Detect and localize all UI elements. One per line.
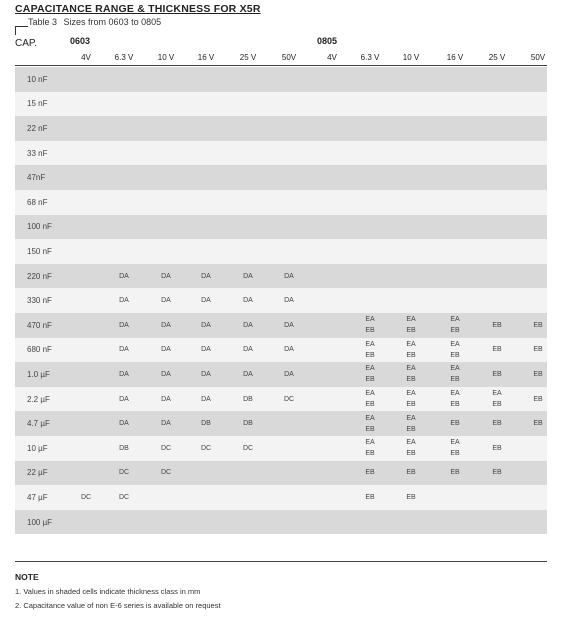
table-cell [104, 288, 144, 313]
row-cap-label: 47 µF [27, 492, 48, 502]
table-cell [518, 411, 558, 436]
table-cell [186, 411, 226, 436]
thickness-code: EB [492, 469, 502, 477]
thickness-code: EB [533, 420, 543, 428]
table-cell [186, 288, 226, 313]
table-cell [146, 461, 186, 486]
row-cap-label: 68 nF [27, 197, 48, 207]
thickness-code: EA [406, 414, 416, 422]
table-cell [186, 387, 226, 412]
table-cell [477, 436, 517, 461]
table-cell [350, 436, 390, 461]
thickness-code: DA [201, 321, 211, 329]
thickness-code: EB [492, 321, 502, 329]
row-cap-label: 220 nF [27, 271, 52, 281]
row-cap-label: 33 nF [27, 148, 48, 158]
thickness-code: DA [119, 321, 129, 329]
row-cap-label: 15 nF [27, 99, 48, 109]
note-line-1: 1. Values in shaded cells indicate thickness class in mm [15, 587, 201, 596]
table-cell [228, 288, 268, 313]
table-cell [228, 362, 268, 387]
thickness-code: DA [201, 370, 211, 378]
thickness-code: DC [200, 444, 212, 452]
table-cell [104, 461, 144, 486]
table-row [15, 190, 547, 215]
table-cell [269, 338, 309, 363]
table-row [15, 461, 547, 486]
table-cell [228, 264, 268, 289]
thickness-code: EB [365, 425, 375, 433]
thickness-code: DA [201, 395, 211, 403]
thickness-code: DC [118, 469, 130, 477]
thickness-code: DA [284, 370, 294, 378]
thickness-code: EB [406, 351, 416, 359]
thickness-code: EA [492, 390, 502, 398]
thickness-code: DA [243, 272, 253, 280]
thickness-code: DA [284, 321, 294, 329]
thickness-code: EA [450, 316, 460, 324]
row-cap-label: 680 nF [27, 345, 52, 355]
table-cell [477, 387, 517, 412]
thickness-code: DA [119, 395, 129, 403]
row-cap-label: 1.0 µF [27, 369, 50, 379]
thickness-code: EB [450, 469, 460, 477]
table-subtitle [15, 17, 161, 27]
thickness-code: DA [201, 346, 211, 354]
note-line-2: 2. Capacitance value of non E-6 series is available on request [15, 601, 221, 610]
row-cap-label: 4.7 µF [27, 419, 50, 429]
thickness-code: DC [80, 493, 92, 501]
thickness-code: EB [406, 469, 416, 477]
table-cell [435, 338, 475, 363]
table-bottom-divider [15, 561, 547, 562]
thickness-code: EB [365, 351, 375, 359]
thickness-code: EA [365, 414, 375, 422]
thickness-code: EB [365, 469, 375, 477]
table-cell [186, 436, 226, 461]
table-row [15, 239, 547, 264]
thickness-code: DA [201, 272, 211, 280]
voltage-header-0603-1: 6.3 V [114, 53, 134, 62]
voltage-header-0805-4: 25 V [488, 53, 506, 62]
table-cell [477, 313, 517, 338]
thickness-code: EB [492, 401, 502, 409]
table-cell [186, 338, 226, 363]
table-row [15, 436, 547, 461]
table-cell [350, 485, 390, 510]
thickness-code: DA [161, 297, 171, 305]
table-cell [146, 288, 186, 313]
thickness-code: EB [365, 493, 375, 501]
thickness-code: DA [161, 420, 171, 428]
thickness-code: EB [492, 420, 502, 428]
table-row [15, 141, 547, 166]
row-cap-label: 10 nF [27, 74, 48, 84]
thickness-code: EB [450, 351, 460, 359]
thickness-code: DA [119, 297, 129, 305]
table-cell [391, 313, 431, 338]
row-cap-label: 47nF [27, 173, 46, 183]
table-bracket [15, 26, 28, 35]
thickness-code: EA [406, 340, 416, 348]
thickness-code: EB [406, 425, 416, 433]
row-cap-label: 100 nF [27, 222, 52, 232]
table-row [15, 387, 547, 412]
thickness-code: EA [365, 316, 375, 324]
thickness-code: EA [406, 365, 416, 373]
thickness-code: EB [492, 444, 502, 452]
voltage-header-0603-3: 16 V [197, 53, 215, 62]
table-cell [104, 387, 144, 412]
table-cell [435, 387, 475, 412]
table-row [15, 165, 547, 190]
thickness-code: DA [161, 272, 171, 280]
row-cap-label: 22 nF [27, 123, 48, 133]
thickness-code: EA [365, 340, 375, 348]
thickness-code: DC [283, 395, 295, 403]
thickness-code: EB [533, 395, 543, 403]
row-cap-label: 2.2 µF [27, 394, 50, 404]
thickness-code: DA [161, 395, 171, 403]
thickness-code: DA [161, 370, 171, 378]
thickness-code: EA [365, 365, 375, 373]
table-cell [435, 313, 475, 338]
voltage-header-0603-0: 4V [81, 53, 91, 62]
table-cell [350, 387, 390, 412]
voltage-header-0805-1: 6.3 V [360, 53, 380, 62]
table-cell [186, 264, 226, 289]
table-row [15, 510, 547, 535]
thickness-code: EB [450, 450, 460, 458]
thickness-code: DA [119, 370, 129, 378]
table-row [15, 92, 547, 117]
table-cell [391, 461, 431, 486]
thickness-code: EB [450, 327, 460, 335]
thickness-code: DA [243, 346, 253, 354]
table-cell [104, 362, 144, 387]
table-cell [391, 387, 431, 412]
thickness-code: DA [201, 297, 211, 305]
table-cell [518, 313, 558, 338]
voltage-header-0603-5: 50V [281, 53, 297, 62]
table-cell [477, 338, 517, 363]
table-cell [104, 411, 144, 436]
row-cap-label: 470 nF [27, 320, 52, 330]
note-title: NOTE [15, 572, 39, 582]
thickness-code: EB [533, 346, 543, 354]
group-header-0603: 0603 [70, 36, 91, 46]
table-label: Table 3 [28, 17, 58, 27]
table-row [15, 116, 547, 141]
thickness-code: EB [406, 450, 416, 458]
table-cell [350, 461, 390, 486]
thickness-code: EB [406, 327, 416, 335]
thickness-code: DA [284, 272, 294, 280]
table-cell [104, 485, 144, 510]
table-cell [228, 411, 268, 436]
table-cell [269, 288, 309, 313]
table-cell [228, 387, 268, 412]
table-row [15, 485, 547, 510]
table-cell [435, 411, 475, 436]
thickness-code: EA [365, 390, 375, 398]
table-cell [391, 485, 431, 510]
thickness-code: EA [450, 439, 460, 447]
thickness-code: EA [365, 439, 375, 447]
table-cell [269, 387, 309, 412]
thickness-code: EB [365, 450, 375, 458]
table-cell [146, 387, 186, 412]
thickness-code: EA [450, 340, 460, 348]
table-cell [391, 362, 431, 387]
thickness-code: DC [160, 469, 172, 477]
table-cell [186, 313, 226, 338]
table-cell [146, 411, 186, 436]
table-cell [146, 362, 186, 387]
thickness-code: DA [119, 420, 129, 428]
table-cell [269, 362, 309, 387]
thickness-code: EB [365, 401, 375, 409]
thickness-code: EB [406, 493, 416, 501]
table-cell [477, 411, 517, 436]
table-cell [104, 338, 144, 363]
table-cell [518, 338, 558, 363]
thickness-code: EA [406, 390, 416, 398]
thickness-code: EA [406, 439, 416, 447]
voltage-header-0805-3: 16 V [446, 53, 464, 62]
thickness-code: DA [161, 321, 171, 329]
table-cell [146, 436, 186, 461]
thickness-code: DA [119, 272, 129, 280]
row-cap-label: 330 nF [27, 296, 52, 306]
table-cell [391, 338, 431, 363]
voltage-header-0805-2: 10 V [402, 53, 420, 62]
thickness-code: DB [201, 420, 211, 428]
thickness-code: EB [365, 327, 375, 335]
thickness-code: DB [119, 444, 129, 452]
thickness-code: EB [450, 376, 460, 384]
table-cell [228, 338, 268, 363]
thickness-code: EB [492, 370, 502, 378]
thickness-code: EB [533, 321, 543, 329]
table-row [15, 411, 547, 436]
table-cell [391, 436, 431, 461]
row-cap-label: 100 µF [27, 517, 53, 527]
thickness-code: EA [450, 365, 460, 373]
table-cell [350, 411, 390, 436]
table-cell [104, 264, 144, 289]
table-cell [104, 313, 144, 338]
voltage-header-0603-4: 25 V [239, 53, 257, 62]
row-cap-label: 22 µF [27, 468, 48, 478]
thickness-code: EB [450, 420, 460, 428]
table-cell [146, 313, 186, 338]
voltage-header-0603-2: 10 V [157, 53, 175, 62]
table-cell [350, 362, 390, 387]
table-cell [435, 362, 475, 387]
table-row [15, 313, 547, 338]
table-cell [477, 362, 517, 387]
thickness-code: DA [284, 297, 294, 305]
table-cell [518, 387, 558, 412]
thickness-code: EB [450, 401, 460, 409]
table-cell [435, 436, 475, 461]
table-cell [350, 338, 390, 363]
table-cell [269, 264, 309, 289]
table-cell [391, 411, 431, 436]
thickness-code: EA [450, 390, 460, 398]
thickness-code: DA [284, 346, 294, 354]
table-cell [518, 362, 558, 387]
thickness-code: EB [406, 401, 416, 409]
table-cell [66, 485, 106, 510]
thickness-code: DA [161, 346, 171, 354]
thickness-code: DA [119, 346, 129, 354]
table-cell [435, 461, 475, 486]
thickness-code: EB [533, 370, 543, 378]
thickness-code: DB [243, 395, 253, 403]
table-row [15, 338, 547, 363]
thickness-code: DB [243, 420, 253, 428]
table-cell [146, 264, 186, 289]
thickness-code: DA [243, 297, 253, 305]
table-cell [228, 313, 268, 338]
table-cell [477, 461, 517, 486]
voltage-header-0805-5: 50V [530, 53, 546, 62]
thickness-code: EB [365, 376, 375, 384]
header-divider [15, 65, 547, 66]
table-row [15, 288, 547, 313]
table-cell [269, 313, 309, 338]
group-header-0805: 0805 [317, 36, 338, 46]
table-cell [186, 362, 226, 387]
table-title: CAPACITANCE RANGE & THICKNESS FOR X5R [15, 3, 261, 15]
table-row [15, 67, 547, 92]
thickness-code: EA [406, 316, 416, 324]
thickness-code: DC [160, 444, 172, 452]
cap-column-header: CAP. [15, 38, 38, 49]
thickness-code: EB [406, 376, 416, 384]
table-cell [104, 436, 144, 461]
row-cap-label: 150 nF [27, 246, 52, 256]
thickness-code: EB [492, 346, 502, 354]
table-row [15, 264, 547, 289]
table-cell [228, 436, 268, 461]
table-cell [146, 338, 186, 363]
row-cap-label: 10 µF [27, 443, 48, 453]
thickness-code: DA [243, 321, 253, 329]
table-description: Sizes from 0603 to 0805 [63, 17, 162, 27]
table-cell [350, 313, 390, 338]
table-row [15, 215, 547, 240]
thickness-code: DA [243, 370, 253, 378]
thickness-code: DC [242, 444, 254, 452]
table-row [15, 362, 547, 387]
thickness-code: DC [118, 493, 130, 501]
voltage-header-0805-0: 4V [327, 53, 337, 62]
